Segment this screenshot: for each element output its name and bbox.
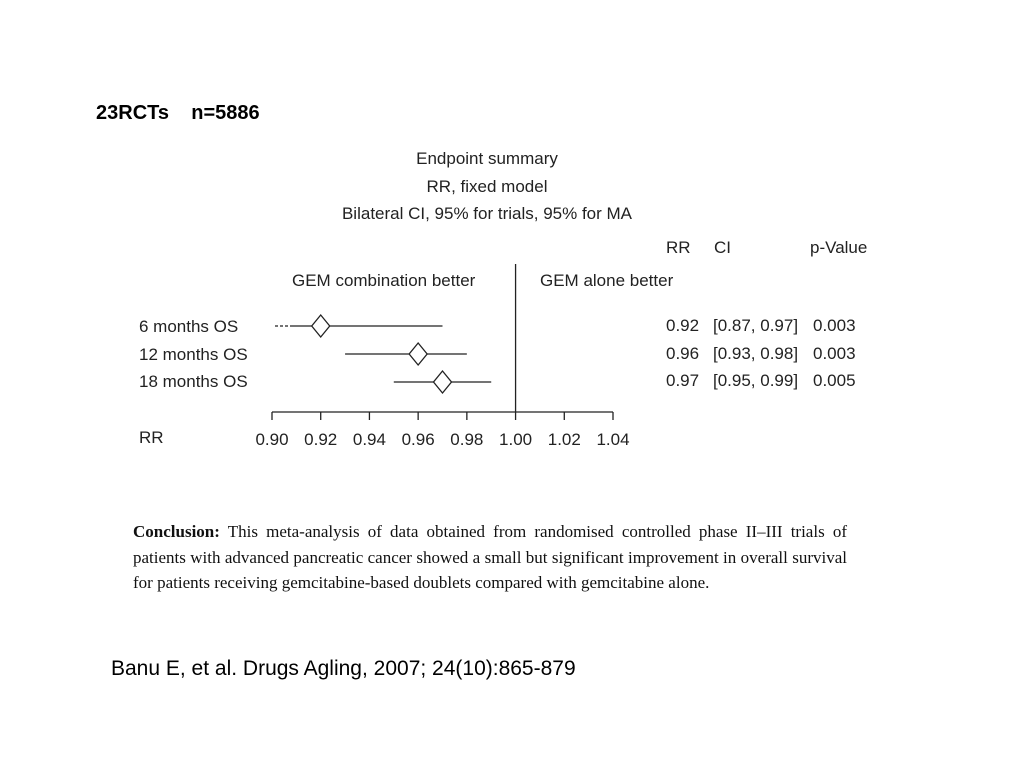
sample-size: n=5886 bbox=[191, 102, 260, 124]
x-tick-label-3: 0.96 bbox=[401, 430, 435, 449]
x-tick-label-5: 1.00 bbox=[499, 430, 533, 449]
forest-plot-marks bbox=[255, 264, 629, 449]
row-label-6-months: 6 months OS bbox=[139, 317, 239, 336]
x-tick-label-0: 0.90 bbox=[255, 430, 289, 449]
rr-value-6-months: 0.92 bbox=[666, 316, 700, 335]
conclusion-label: Conclusion: bbox=[133, 522, 220, 541]
rr-value-18-months: 0.97 bbox=[666, 371, 700, 390]
p-value-12-months: 0.003 bbox=[813, 344, 856, 363]
column-header-p-value: p-Value bbox=[810, 238, 868, 257]
studies-count: 23RCTs bbox=[96, 102, 169, 124]
x-tick-label-1: 0.92 bbox=[304, 430, 338, 449]
ci-value-12-months: [0.93, 0.98] bbox=[713, 344, 799, 363]
x-tick-label-2: 0.94 bbox=[352, 430, 386, 449]
p-value-6-months: 0.003 bbox=[813, 316, 856, 335]
plot-title-line-2: RR, fixed model bbox=[426, 177, 548, 196]
citation: Banu E, et al. Drugs Agling, 2007; 24(10):865-879 bbox=[111, 657, 576, 680]
estimate-diamond-0 bbox=[312, 315, 330, 337]
p-value-18-months: 0.005 bbox=[813, 371, 856, 390]
estimate-diamond-2 bbox=[434, 371, 452, 393]
x-tick-label-4: 0.98 bbox=[450, 430, 484, 449]
conclusion-text: This meta-analysis of data obtained from randomised controlled phase II–III trials of patients with advanced pancreatic cancer showed a small but significant improvement in overall survival for patients receiving gemcitabine-based doublets compared with gemcitabine alone. bbox=[133, 522, 847, 592]
column-header-rr: RR bbox=[666, 238, 691, 257]
favours-left-label: GEM combination better bbox=[292, 271, 476, 290]
plot-title-line-3: Bilateral CI, 95% for trials, 95% for MA bbox=[341, 204, 633, 223]
row-label-12-months: 12 months OS bbox=[139, 345, 248, 364]
estimate-diamond-1 bbox=[409, 343, 427, 365]
ci-value-6-months: [0.87, 0.97] bbox=[713, 316, 799, 335]
x-tick-label-7: 1.04 bbox=[596, 430, 630, 449]
x-axis-label: RR bbox=[139, 428, 164, 447]
x-tick-label-6: 1.02 bbox=[547, 430, 581, 449]
row-label-18-months: 18 months OS bbox=[139, 372, 248, 391]
plot-title-line-1: Endpoint summary bbox=[416, 149, 558, 168]
ci-value-18-months: [0.95, 0.99] bbox=[713, 371, 799, 390]
rr-value-12-months: 0.96 bbox=[666, 344, 700, 363]
favours-right-label: GEM alone better bbox=[540, 271, 674, 290]
column-header-ci: CI bbox=[714, 238, 731, 257]
conclusion-paragraph bbox=[133, 519, 847, 596]
